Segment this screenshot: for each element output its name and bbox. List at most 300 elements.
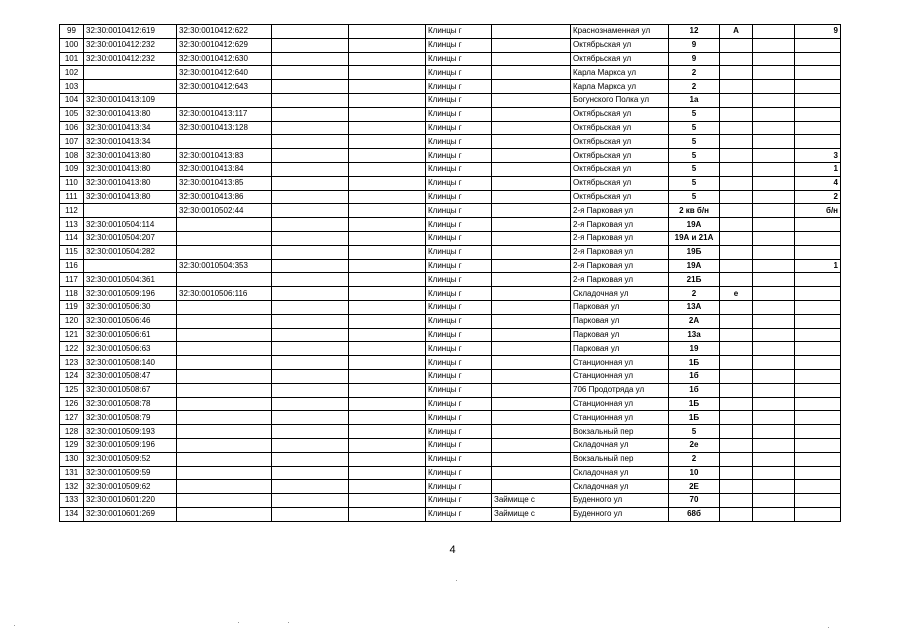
empty-cell — [753, 411, 795, 425]
empty-cell — [349, 452, 426, 466]
empty-cell — [349, 438, 426, 452]
empty-cell — [753, 369, 795, 383]
cadastral-number-cell: 32:30:0010506:61 — [84, 328, 177, 342]
cadastral-number-cell: 32:30:0010413:80 — [84, 190, 177, 204]
village-cell — [492, 52, 571, 66]
house-number-cell: 5 — [669, 121, 720, 135]
empty-cell — [349, 149, 426, 163]
letter-cell — [720, 452, 753, 466]
empty-cell — [272, 121, 349, 135]
empty-cell — [753, 231, 795, 245]
city-cell: Клинцы г — [426, 300, 492, 314]
cadastral-number-cell: 32:30:0010508:140 — [84, 356, 177, 370]
cadastral-number-cell: 32:30:0010509:59 — [84, 466, 177, 480]
empty-cell — [349, 93, 426, 107]
cadastral-number-2-cell: 32:30:0010504:353 — [177, 259, 272, 273]
empty-cell — [272, 204, 349, 218]
letter-cell — [720, 231, 753, 245]
apartment-cell — [795, 466, 841, 480]
empty-cell — [272, 466, 349, 480]
table-row — [60, 480, 841, 494]
table-body — [60, 25, 841, 522]
street-cell: 2-я Парковая ул — [571, 218, 669, 232]
row-number-cell: 132 — [60, 480, 84, 494]
city-cell: Клинцы г — [426, 287, 492, 301]
cadastral-number-cell: 32:30:0010412:232 — [84, 52, 177, 66]
table-row — [60, 494, 841, 508]
cadastral-number-cell — [84, 259, 177, 273]
city-cell: Клинцы г — [426, 245, 492, 259]
empty-cell — [753, 273, 795, 287]
row-number-cell: 129 — [60, 438, 84, 452]
empty-cell — [753, 356, 795, 370]
cadastral-number-cell: 32:30:0010509:196 — [84, 287, 177, 301]
empty-cell — [753, 66, 795, 80]
house-number-cell: 1б — [669, 383, 720, 397]
empty-cell — [349, 52, 426, 66]
street-cell: Складочная ул — [571, 287, 669, 301]
empty-cell — [753, 452, 795, 466]
house-number-cell: 5 — [669, 135, 720, 149]
empty-cell — [753, 245, 795, 259]
letter-cell — [720, 369, 753, 383]
street-cell: Вокзальный пер — [571, 452, 669, 466]
street-cell: Октябрьская ул — [571, 162, 669, 176]
apartment-cell — [795, 135, 841, 149]
cadastral-number-cell: 32:30:0010601:269 — [84, 507, 177, 521]
cadastral-number-cell: 32:30:0010504:282 — [84, 245, 177, 259]
empty-cell — [272, 93, 349, 107]
house-number-cell: 21Б — [669, 273, 720, 287]
page-number: 4 — [449, 544, 456, 556]
house-number-cell: 2Е — [669, 480, 720, 494]
empty-cell — [272, 425, 349, 439]
village-cell — [492, 190, 571, 204]
table-row — [60, 273, 841, 287]
table-row — [60, 425, 841, 439]
city-cell: Клинцы г — [426, 411, 492, 425]
cadastral-number-cell: 32:30:0010509:196 — [84, 438, 177, 452]
cadastral-number-cell: 32:30:0010509:62 — [84, 480, 177, 494]
table-row — [60, 466, 841, 480]
row-number-cell: 110 — [60, 176, 84, 190]
apartment-cell: 4 — [795, 176, 841, 190]
cadastral-number-2-cell: 32:30:0010412:643 — [177, 80, 272, 94]
cadastral-number-cell: 32:30:0010504:207 — [84, 231, 177, 245]
village-cell — [492, 176, 571, 190]
city-cell: Клинцы г — [426, 259, 492, 273]
empty-cell — [753, 204, 795, 218]
row-number-cell: 101 — [60, 52, 84, 66]
village-cell: Займище с — [492, 494, 571, 508]
empty-cell — [272, 411, 349, 425]
village-cell — [492, 245, 571, 259]
house-number-cell: 19 — [669, 342, 720, 356]
empty-cell — [349, 411, 426, 425]
empty-cell — [272, 107, 349, 121]
empty-cell — [753, 135, 795, 149]
table-row — [60, 25, 841, 39]
row-number-cell: 111 — [60, 190, 84, 204]
village-cell — [492, 328, 571, 342]
cadastral-number-2-cell: 32:30:0010413:85 — [177, 176, 272, 190]
row-number-cell: 121 — [60, 328, 84, 342]
village-cell — [492, 162, 571, 176]
cadastral-number-cell: 32:30:0010506:30 — [84, 300, 177, 314]
scan-speck — [456, 580, 457, 581]
letter-cell — [720, 328, 753, 342]
village-cell — [492, 204, 571, 218]
empty-cell — [272, 149, 349, 163]
house-number-cell: 9 — [669, 52, 720, 66]
village-cell — [492, 218, 571, 232]
cadastral-number-2-cell — [177, 135, 272, 149]
apartment-cell — [795, 121, 841, 135]
row-number-cell: 102 — [60, 66, 84, 80]
street-cell: Складочная ул — [571, 480, 669, 494]
empty-cell — [349, 25, 426, 39]
apartment-cell — [795, 383, 841, 397]
letter-cell — [720, 204, 753, 218]
cadastral-number-2-cell: 32:30:0010413:86 — [177, 190, 272, 204]
city-cell: Клинцы г — [426, 38, 492, 52]
city-cell: Клинцы г — [426, 438, 492, 452]
row-number-cell: 103 — [60, 80, 84, 94]
letter-cell: е — [720, 287, 753, 301]
empty-cell — [753, 259, 795, 273]
table-row — [60, 231, 841, 245]
table-row — [60, 397, 841, 411]
street-cell: Вокзальный пер — [571, 425, 669, 439]
street-cell: Складочная ул — [571, 466, 669, 480]
empty-cell — [272, 314, 349, 328]
table-row — [60, 38, 841, 52]
house-number-cell: 10 — [669, 466, 720, 480]
letter-cell — [720, 425, 753, 439]
row-number-cell: 119 — [60, 300, 84, 314]
empty-cell — [753, 480, 795, 494]
empty-cell — [753, 107, 795, 121]
village-cell — [492, 480, 571, 494]
row-number-cell: 131 — [60, 466, 84, 480]
row-number-cell: 134 — [60, 507, 84, 521]
letter-cell — [720, 466, 753, 480]
row-number-cell: 122 — [60, 342, 84, 356]
empty-cell — [349, 259, 426, 273]
empty-cell — [272, 259, 349, 273]
cadastral-number-cell — [84, 80, 177, 94]
cadastral-number-cell: 32:30:0010506:46 — [84, 314, 177, 328]
cadastral-number-cell: 32:30:0010412:619 — [84, 25, 177, 39]
village-cell — [492, 273, 571, 287]
empty-cell — [349, 466, 426, 480]
cadastral-number-2-cell: 32:30:0010502:44 — [177, 204, 272, 218]
scan-speck — [288, 622, 289, 623]
village-cell — [492, 411, 571, 425]
city-cell: Клинцы г — [426, 397, 492, 411]
row-number-cell: 109 — [60, 162, 84, 176]
empty-cell — [272, 218, 349, 232]
empty-cell — [753, 342, 795, 356]
empty-cell — [753, 176, 795, 190]
apartment-cell — [795, 425, 841, 439]
empty-cell — [349, 397, 426, 411]
row-number-cell: 113 — [60, 218, 84, 232]
row-number-cell: 117 — [60, 273, 84, 287]
street-cell: Парковая ул — [571, 342, 669, 356]
cadastral-number-2-cell — [177, 494, 272, 508]
table-row — [60, 176, 841, 190]
village-cell — [492, 287, 571, 301]
empty-cell — [753, 300, 795, 314]
street-cell: Октябрьская ул — [571, 52, 669, 66]
cadastral-number-cell: 32:30:0010412:232 — [84, 38, 177, 52]
street-cell: Октябрьская ул — [571, 121, 669, 135]
apartment-cell — [795, 452, 841, 466]
empty-cell — [753, 314, 795, 328]
village-cell — [492, 342, 571, 356]
house-number-cell: 2 — [669, 287, 720, 301]
apartment-cell — [795, 369, 841, 383]
empty-cell — [753, 425, 795, 439]
row-number-cell: 116 — [60, 259, 84, 273]
scan-speck — [14, 625, 15, 626]
city-cell: Клинцы г — [426, 342, 492, 356]
city-cell: Клинцы г — [426, 93, 492, 107]
village-cell — [492, 300, 571, 314]
empty-cell — [272, 135, 349, 149]
cadastral-number-cell — [84, 204, 177, 218]
village-cell — [492, 107, 571, 121]
cadastral-number-cell: 32:30:0010413:34 — [84, 121, 177, 135]
letter-cell — [720, 176, 753, 190]
row-number-cell: 114 — [60, 231, 84, 245]
empty-cell — [349, 300, 426, 314]
letter-cell — [720, 121, 753, 135]
house-number-cell: 68б — [669, 507, 720, 521]
house-number-cell: 19А — [669, 218, 720, 232]
empty-cell — [272, 438, 349, 452]
empty-cell — [349, 176, 426, 190]
village-cell: Займище с — [492, 507, 571, 521]
house-number-cell: 2 кв б/н — [669, 204, 720, 218]
street-cell: Октябрьская ул — [571, 135, 669, 149]
row-number-cell: 125 — [60, 383, 84, 397]
street-cell: Краснознаменная ул — [571, 25, 669, 39]
empty-cell — [753, 328, 795, 342]
house-number-cell: 5 — [669, 425, 720, 439]
street-cell: Складочная ул — [571, 438, 669, 452]
cadastral-number-2-cell: 32:30:0010413:83 — [177, 149, 272, 163]
city-cell: Клинцы г — [426, 494, 492, 508]
empty-cell — [272, 383, 349, 397]
street-cell: Станционная ул — [571, 356, 669, 370]
cadastral-number-2-cell — [177, 452, 272, 466]
empty-cell — [753, 190, 795, 204]
letter-cell — [720, 397, 753, 411]
village-cell — [492, 66, 571, 80]
letter-cell — [720, 438, 753, 452]
cadastral-number-2-cell: 32:30:0010413:84 — [177, 162, 272, 176]
empty-cell — [272, 452, 349, 466]
city-cell: Клинцы г — [426, 466, 492, 480]
cadastral-number-2-cell — [177, 356, 272, 370]
empty-cell — [272, 397, 349, 411]
table-row — [60, 300, 841, 314]
village-cell — [492, 466, 571, 480]
apartment-cell — [795, 411, 841, 425]
street-cell: 2-я Парковая ул — [571, 259, 669, 273]
empty-cell — [349, 480, 426, 494]
empty-cell — [349, 314, 426, 328]
house-number-cell: 1Б — [669, 411, 720, 425]
letter-cell — [720, 383, 753, 397]
city-cell: Клинцы г — [426, 107, 492, 121]
row-number-cell: 130 — [60, 452, 84, 466]
cadastral-number-2-cell: 32:30:0010412:622 — [177, 25, 272, 39]
apartment-cell: 1 — [795, 162, 841, 176]
cadastral-number-2-cell — [177, 93, 272, 107]
table-row — [60, 121, 841, 135]
table-row — [60, 383, 841, 397]
empty-cell — [753, 38, 795, 52]
table-row — [60, 314, 841, 328]
village-cell — [492, 438, 571, 452]
table-row — [60, 52, 841, 66]
apartment-cell — [795, 80, 841, 94]
cadastral-number-2-cell: 32:30:0010413:128 — [177, 121, 272, 135]
cadastral-number-cell: 32:30:0010509:193 — [84, 425, 177, 439]
row-number-cell: 120 — [60, 314, 84, 328]
letter-cell — [720, 356, 753, 370]
apartment-cell — [795, 107, 841, 121]
empty-cell — [349, 273, 426, 287]
letter-cell — [720, 93, 753, 107]
cadastral-number-cell: 32:30:0010508:47 — [84, 369, 177, 383]
letter-cell — [720, 218, 753, 232]
empty-cell — [349, 38, 426, 52]
table-row — [60, 356, 841, 370]
empty-cell — [272, 66, 349, 80]
table-row — [60, 369, 841, 383]
street-cell: Станционная ул — [571, 411, 669, 425]
table-row — [60, 411, 841, 425]
table-row — [60, 204, 841, 218]
city-cell: Клинцы г — [426, 425, 492, 439]
empty-cell — [753, 52, 795, 66]
street-cell: Октябрьская ул — [571, 190, 669, 204]
letter-cell — [720, 52, 753, 66]
table-row — [60, 149, 841, 163]
empty-cell — [272, 507, 349, 521]
table-row — [60, 438, 841, 452]
street-cell: 2-я Парковая ул — [571, 273, 669, 287]
city-cell: Клинцы г — [426, 135, 492, 149]
house-number-cell: 1Б — [669, 397, 720, 411]
city-cell: Клинцы г — [426, 162, 492, 176]
table-row — [60, 287, 841, 301]
letter-cell — [720, 507, 753, 521]
street-cell: Станционная ул — [571, 397, 669, 411]
cadastral-number-cell: 32:30:0010413:34 — [84, 135, 177, 149]
empty-cell — [349, 204, 426, 218]
village-cell — [492, 25, 571, 39]
empty-cell — [349, 507, 426, 521]
cadastral-number-cell: 32:30:0010413:80 — [84, 149, 177, 163]
table-row — [60, 245, 841, 259]
city-cell: Клинцы г — [426, 356, 492, 370]
cadastral-number-2-cell — [177, 411, 272, 425]
cadastral-number-cell: 32:30:0010508:67 — [84, 383, 177, 397]
table-row — [60, 107, 841, 121]
empty-cell — [272, 245, 349, 259]
village-cell — [492, 149, 571, 163]
cadastral-number-2-cell — [177, 466, 272, 480]
apartment-cell — [795, 66, 841, 80]
house-number-cell: 1б — [669, 369, 720, 383]
empty-cell — [349, 342, 426, 356]
cadastral-number-cell: 32:30:0010413:80 — [84, 176, 177, 190]
letter-cell — [720, 245, 753, 259]
apartment-cell — [795, 231, 841, 245]
village-cell — [492, 314, 571, 328]
empty-cell — [272, 342, 349, 356]
cadastral-number-2-cell — [177, 438, 272, 452]
empty-cell — [272, 356, 349, 370]
apartment-cell — [795, 342, 841, 356]
letter-cell — [720, 494, 753, 508]
apartment-cell — [795, 507, 841, 521]
empty-cell — [753, 466, 795, 480]
city-cell: Клинцы г — [426, 190, 492, 204]
cadastral-number-2-cell — [177, 218, 272, 232]
row-number-cell: 133 — [60, 494, 84, 508]
cadastral-number-2-cell: 32:30:0010412:630 — [177, 52, 272, 66]
street-cell: Октябрьская ул — [571, 149, 669, 163]
apartment-cell — [795, 356, 841, 370]
letter-cell: А — [720, 25, 753, 39]
letter-cell — [720, 300, 753, 314]
cadastral-number-2-cell: 32:30:0010506:116 — [177, 287, 272, 301]
cadastral-number-cell: 32:30:0010508:78 — [84, 397, 177, 411]
letter-cell — [720, 273, 753, 287]
empty-cell — [349, 80, 426, 94]
village-cell — [492, 369, 571, 383]
city-cell: Клинцы г — [426, 328, 492, 342]
cadastral-number-2-cell: 32:30:0010412:629 — [177, 38, 272, 52]
street-cell: Буденного ул — [571, 494, 669, 508]
empty-cell — [349, 369, 426, 383]
row-number-cell: 123 — [60, 356, 84, 370]
house-number-cell: 5 — [669, 162, 720, 176]
apartment-cell — [795, 397, 841, 411]
row-number-cell: 124 — [60, 369, 84, 383]
cadastral-number-2-cell: 32:30:0010412:640 — [177, 66, 272, 80]
street-cell: Богунского Полка ул — [571, 93, 669, 107]
cadastral-number-2-cell — [177, 480, 272, 494]
row-number-cell: 115 — [60, 245, 84, 259]
empty-cell — [349, 218, 426, 232]
house-number-cell: 19А — [669, 259, 720, 273]
house-number-cell: 5 — [669, 149, 720, 163]
house-number-cell: 1а — [669, 93, 720, 107]
table-row — [60, 190, 841, 204]
street-cell: Станционная ул — [571, 369, 669, 383]
street-cell: 2-я Парковая ул — [571, 231, 669, 245]
city-cell: Клинцы г — [426, 149, 492, 163]
empty-cell — [272, 369, 349, 383]
cadastral-number-cell: 32:30:0010413:80 — [84, 162, 177, 176]
